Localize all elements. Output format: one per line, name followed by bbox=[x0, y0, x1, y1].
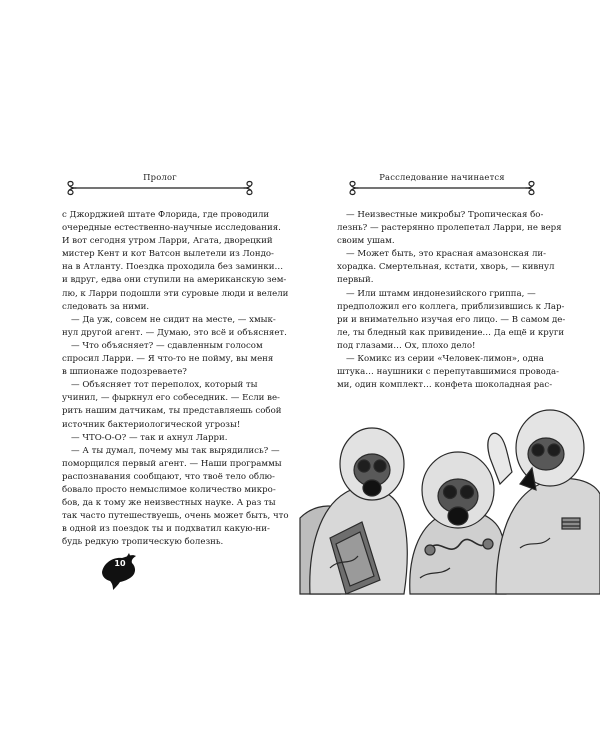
text-line: бов, да к тому же неизвестных науке. А раз ты bbox=[62, 498, 276, 509]
right-body-text bbox=[337, 209, 566, 392]
text-line: — А ты думал, почему мы так вырядились? — bbox=[71, 445, 280, 456]
text-line: своим ушам. bbox=[337, 236, 395, 247]
left-header-title: Пролог bbox=[143, 172, 177, 182]
text-line: бовало просто немыслимое количество микро- bbox=[62, 484, 276, 495]
text-line: учинил, — фыркнул его собеседник. — Если ве- bbox=[62, 393, 280, 404]
text-line: под глазами… Ох, плохо дело! bbox=[337, 340, 476, 351]
text-line: — ЧТО-О-О? — так и ахнул Ларри. bbox=[71, 432, 228, 443]
text-line: источник бактериологической угрозы! bbox=[62, 419, 241, 430]
text-line: хорадка. Смертельная, кстати, хворь, — кивнул bbox=[337, 262, 555, 273]
text-line: И вот сегодня утром Ларри, Агата, дворецкий bbox=[62, 236, 273, 247]
text-line: лезнь? — растерянно пролепетал Ларри, не веря bbox=[337, 223, 562, 234]
page-number: 10 bbox=[114, 559, 126, 568]
text-line: — Может быть, это красная амазонская ли- bbox=[346, 249, 547, 260]
text-line: ми, один комплект… конфета шоколадная рас- bbox=[337, 380, 553, 391]
bird-silhouette-icon bbox=[98, 552, 142, 592]
left-body-text bbox=[62, 209, 289, 549]
page-number-badge bbox=[98, 552, 142, 592]
text-line: рить нашим датчикам, ты представляешь собой bbox=[62, 406, 282, 417]
text-line: первый. bbox=[337, 275, 374, 286]
text-line: — Объясняет тот переполох, который ты bbox=[71, 380, 258, 391]
text-line: так часто путешествуешь, очень может быть, что bbox=[62, 511, 289, 522]
text-line: — Или штамм индонезийского гриппа, — bbox=[346, 288, 536, 299]
text-line: нул другой агент. — Думаю, это всё и объясняет. bbox=[62, 327, 287, 338]
text-line: — Что объясняет? — сдавленным голосом bbox=[71, 340, 263, 351]
header-ornament-icon bbox=[62, 180, 258, 196]
text-line: мистер Кент и кот Ватсон вылетели из Лондо- bbox=[62, 249, 274, 260]
text-line: ри и внимательно изучая его лицо. — В самом де- bbox=[337, 314, 566, 325]
right-running-header bbox=[344, 172, 540, 198]
text-line: и вдруг, едва они ступили на американскую зем- bbox=[62, 275, 287, 286]
text-line: поморщился первый агент. — Наши программы bbox=[62, 458, 282, 469]
text-line: очередные естественно-научные исследования. bbox=[62, 223, 281, 234]
text-line: штука… наушники с перепутавшимися провода- bbox=[337, 367, 560, 378]
text-line: на в Атланту. Поездка проходила без заминки… bbox=[62, 262, 284, 273]
text-line: предположил его коллега, приблизившись к Лар- bbox=[337, 301, 565, 312]
text-line: в одной из поездок ты и подхватил какую-ни- bbox=[62, 524, 270, 535]
text-line: будь редкую тропическую болезнь. bbox=[62, 537, 224, 548]
text-line: — Неизвестные микробы? Тропическая бо- bbox=[346, 210, 544, 220]
text-line: — Комикс из серии «Человек-лимон», одна bbox=[346, 354, 544, 365]
text-line: ле, ты бледный как привидение… Да ещё и круги bbox=[337, 327, 565, 338]
text-line: распознавания сообщают, что твоё тело облю- bbox=[62, 471, 275, 482]
left-running-header bbox=[62, 172, 258, 198]
text-line: — Да уж, совсем не сидит на месте, — хмык- bbox=[71, 314, 276, 325]
text-line: спросил Ларри. — Я что-то не пойму, вы меня bbox=[62, 354, 274, 365]
header-ornament-icon bbox=[344, 180, 540, 196]
text-line: с Джорджией штате Флорида, где проводили bbox=[62, 210, 270, 220]
text-line: следовать за ними. bbox=[62, 301, 150, 312]
text-line: в шпионаже подозреваете? bbox=[62, 367, 187, 378]
text-line: лю, к Ларри подошли эти суровые люди и велели bbox=[62, 288, 289, 299]
right-page bbox=[300, 0, 600, 750]
right-header-title: Расследование начинается bbox=[379, 172, 505, 182]
hazmat-agents-illustration bbox=[300, 398, 600, 594]
